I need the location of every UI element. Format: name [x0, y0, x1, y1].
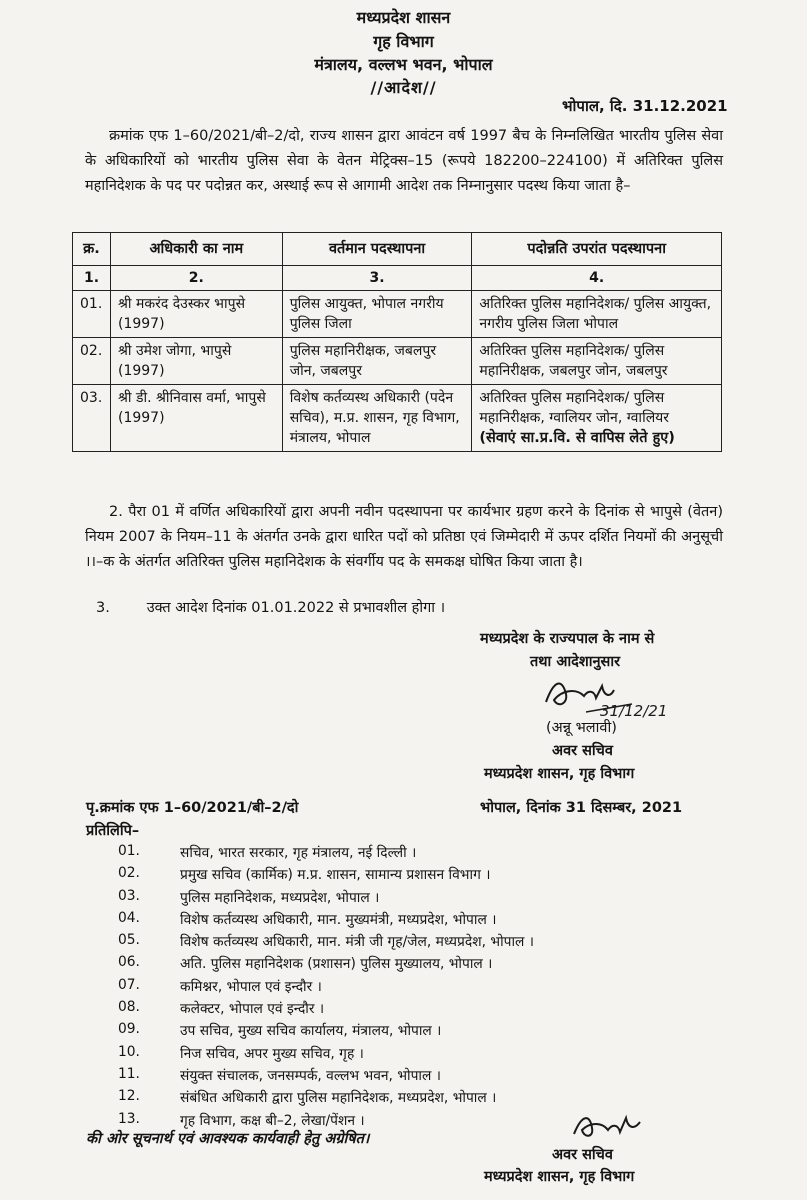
- list-item-number: 05.: [118, 932, 140, 949]
- row-sno: 03.: [73, 385, 111, 452]
- list-item-text: पुलिस महानिदेशक, मध्यप्रदेश, भोपाल ।: [180, 889, 380, 906]
- list-item: [118, 910, 534, 932]
- header-sno: क्र.: [73, 233, 111, 266]
- intro-paragraph: क्रमांक एफ 1–60/2021/बी–2/दो, राज्य शासन द्वारा आवंटन वर्ष 1997 बैच के निम्नलिखित भारतीय पुलिस सेवा के अधिकारियों को भारतीय पुलिस सेवा के वेतन मेट्रिक्स–15 (रूपये 182200–224100) में अतिरिक्त पुलिस महानिदेशक के पद पर पदोन्नत कर, अस्थाई रूप से आगामी आदेश तक निम्नानुसार पदस्थ किया जाता है–: [85, 128, 723, 194]
- table-header-row: [73, 233, 722, 266]
- table-row: [73, 291, 722, 338]
- authority-line-2: तथा आदेशानुसार: [530, 654, 621, 670]
- row-new-posting: [472, 338, 722, 385]
- signatory-department: मध्यप्रदेश शासन, गृह विभाग: [484, 766, 635, 782]
- list-item-text: सचिव, भारत सरकार, गृह मंत्रालय, नई दिल्ली ।: [180, 845, 417, 861]
- list-item: [118, 999, 534, 1021]
- list-item-number: 10.: [118, 1043, 140, 1060]
- header-current-posting: वर्तमान पदस्थापना: [282, 233, 472, 266]
- signatory-name: (अन्नू भलावी): [546, 720, 617, 736]
- header-department: गृह विभाग: [373, 32, 434, 51]
- list-item-number: 12.: [118, 1088, 140, 1105]
- col-number: 3.: [282, 266, 472, 291]
- order-date: भोपाल, दि. 31.12.2021: [562, 97, 728, 115]
- signature-date: 31/12/21: [600, 702, 668, 720]
- list-item: [118, 977, 534, 999]
- row-current-posting: विशेष कर्तव्यस्थ अधिकारी (पदेन सचिव), म.प्र. शासन, गृह विभाग, मंत्रालय, भोपाल: [282, 385, 472, 452]
- list-item-text: कलेक्टर, भोपाल एवं इन्दौर ।: [180, 1001, 325, 1018]
- list-item-number: 04.: [118, 909, 140, 926]
- list-item-text: संबंधित अधिकारी द्वारा पुलिस महानिदेशक, मध्यप्रदेश, भोपाल ।: [180, 1090, 497, 1107]
- list-item-text: कमिश्नर, भोपाल एवं इन्दौर ।: [180, 978, 322, 995]
- header-posting-after-promotion: पदोन्नति उपरांत पदस्थापना: [472, 233, 722, 266]
- list-item: [118, 1066, 534, 1088]
- list-item-number: 08.: [118, 999, 140, 1016]
- row-current-posting: पुलिस आयुक्त, भोपाल नगरीय पुलिस जिला: [282, 291, 472, 338]
- promotion-table: [72, 232, 722, 452]
- table-row: [73, 338, 722, 385]
- list-item-number: 03.: [118, 887, 140, 904]
- list-item-text: विशेष कर्तव्यस्थ अधिकारी, मान. मुख्यमंत्री, मध्यप्रदेश, भोपाल ।: [180, 911, 497, 928]
- copy-to-label: प्रतिलिपि–: [86, 823, 140, 839]
- list-item: [118, 843, 534, 865]
- signature-image: [540, 672, 668, 720]
- signatory-designation: अवर सचिव: [552, 743, 613, 759]
- list-item: [118, 1021, 534, 1043]
- col-number: 1.: [73, 266, 111, 291]
- authority-line: मध्यप्रदेश के राज्यपाल के नाम से: [480, 631, 655, 647]
- new-posting-text: अतिरिक्त पुलिस महानिदेशक/ पुलिस महानिरीक्षक, जबलपुर जोन, जबलपुर: [479, 343, 668, 379]
- row-sno: 02.: [73, 338, 111, 385]
- row-new-posting: [472, 385, 722, 452]
- list-item-text: प्रमुख सचिव (कार्मिक) म.प्र. शासन, सामान्य प्रशासन विभाग ।: [180, 867, 491, 884]
- list-item: [118, 865, 534, 887]
- row-new-posting: [472, 291, 722, 338]
- closing-line: की ओर सूचनार्थ एवं आवश्यक कार्यवाही हेतु अग्रेषित।: [86, 1131, 370, 1147]
- list-item-text: उप सचिव, मुख्य सचिव कार्यालय, मंत्रालय, भोपाल ।: [180, 1023, 442, 1040]
- list-item-text: निज सचिव, अपर मुख्य सचिव, गृह ।: [180, 1045, 364, 1062]
- paragraph-2: 2. पैरा 01 में वर्णित अधिकारियों द्वारा अपनी नवीन पदस्थापना पर कार्यभार ग्रहण करने के दिनांक से भापुसे (वेतन) नियम 2007 के नियम–11 के अंतर्गत उनके द्वारा धारित पदों को प्रतिष्ठा एवं जिम्मेदारी में ऊपर दर्शित नियमों की अनुसूची ।।–क के अंतर्गत अतिरिक्त पुलिस महानिदेशक के संवर्गीय पद के समकक्ष घोषित किया जाता है।: [85, 504, 723, 570]
- new-posting-text: अतिरिक्त पुलिस महानिदेशक/ पुलिस आयुक्त, नगरीय पुलिस जिला भोपाल: [479, 296, 712, 332]
- list-item-text: संयुक्त संचालक, जनसम्पर्क, वल्लभ भवन, भोपाल ।: [180, 1067, 441, 1084]
- list-item: [118, 1088, 534, 1110]
- header-officer-name: अधिकारी का नाम: [110, 233, 282, 266]
- row-officer-name: श्री मकरंद देउस्कर भापुसे (1997): [110, 291, 282, 338]
- header-government: मध्यप्रदेश शासन: [356, 8, 451, 27]
- list-item-number: 06.: [118, 954, 140, 971]
- copy-list: [118, 843, 534, 1133]
- list-item-number: 13.: [118, 1110, 140, 1127]
- table-row: [73, 385, 722, 452]
- new-posting-note: (सेवाएं सा.प्र.वि. से वापिस लेते हुए): [479, 430, 675, 446]
- list-item-number: 01.: [118, 843, 140, 859]
- col-number: 2.: [110, 266, 282, 291]
- list-item-number: 02.: [118, 865, 140, 882]
- endorsement-date: भोपाल, दिनांक 31 दिसम्बर, 2021: [480, 800, 683, 816]
- paragraph-3: 3. उक्त आदेश दिनांक 01.01.2022 से प्रभावशील होगा ।: [96, 600, 446, 616]
- list-item-number: 09.: [118, 1021, 140, 1038]
- signature-image: [570, 1108, 650, 1144]
- list-item: [118, 932, 534, 954]
- header-address: मंत्रालय, वल्लभ भवन, भोपाल: [314, 55, 493, 74]
- header-order: //आदेश//: [370, 78, 437, 97]
- column-number-row: [73, 266, 722, 291]
- row-current-posting: पुलिस महानिरीक्षक, जबलपुर जोन, जबलपुर: [282, 338, 472, 385]
- col-number: 4.: [472, 266, 722, 291]
- row-officer-name: श्री डी. श्रीनिवास वर्मा, भापुसे (1997): [110, 385, 282, 452]
- endorsement-ref: पृ.क्रमांक एफ 1–60/2021/बी–2/दो: [86, 800, 299, 816]
- list-item: [118, 954, 534, 976]
- new-posting-text: अतिरिक्त पुलिस महानिदेशक/ पुलिस महानिरीक्षक, ग्वालियर जोन, ग्वालियर: [479, 390, 670, 426]
- endorsement-sign-department: मध्यप्रदेश शासन, गृह विभाग: [484, 1169, 635, 1185]
- list-item-number: 07.: [118, 976, 140, 993]
- list-item-text: गृह विभाग, कक्ष बी–2, लेखा/पेंशन ।: [180, 1112, 365, 1129]
- list-item-text: विशेष कर्तव्यस्थ अधिकारी, मान. मंत्री जी गृह/जेल, मध्यप्रदेश, भोपाल ।: [180, 934, 535, 951]
- row-sno: 01.: [73, 291, 111, 338]
- list-item: [118, 1044, 534, 1066]
- row-officer-name: श्री उमेश जोगा, भापुसे (1997): [110, 338, 282, 385]
- list-item-number: 11.: [118, 1065, 140, 1082]
- endorsement-sign-designation: अवर सचिव: [552, 1147, 613, 1163]
- list-item-text: अति. पुलिस महानिदेशक (प्रशासन) पुलिस मुख्यालय, भोपाल ।: [180, 956, 493, 973]
- list-item: [118, 888, 534, 910]
